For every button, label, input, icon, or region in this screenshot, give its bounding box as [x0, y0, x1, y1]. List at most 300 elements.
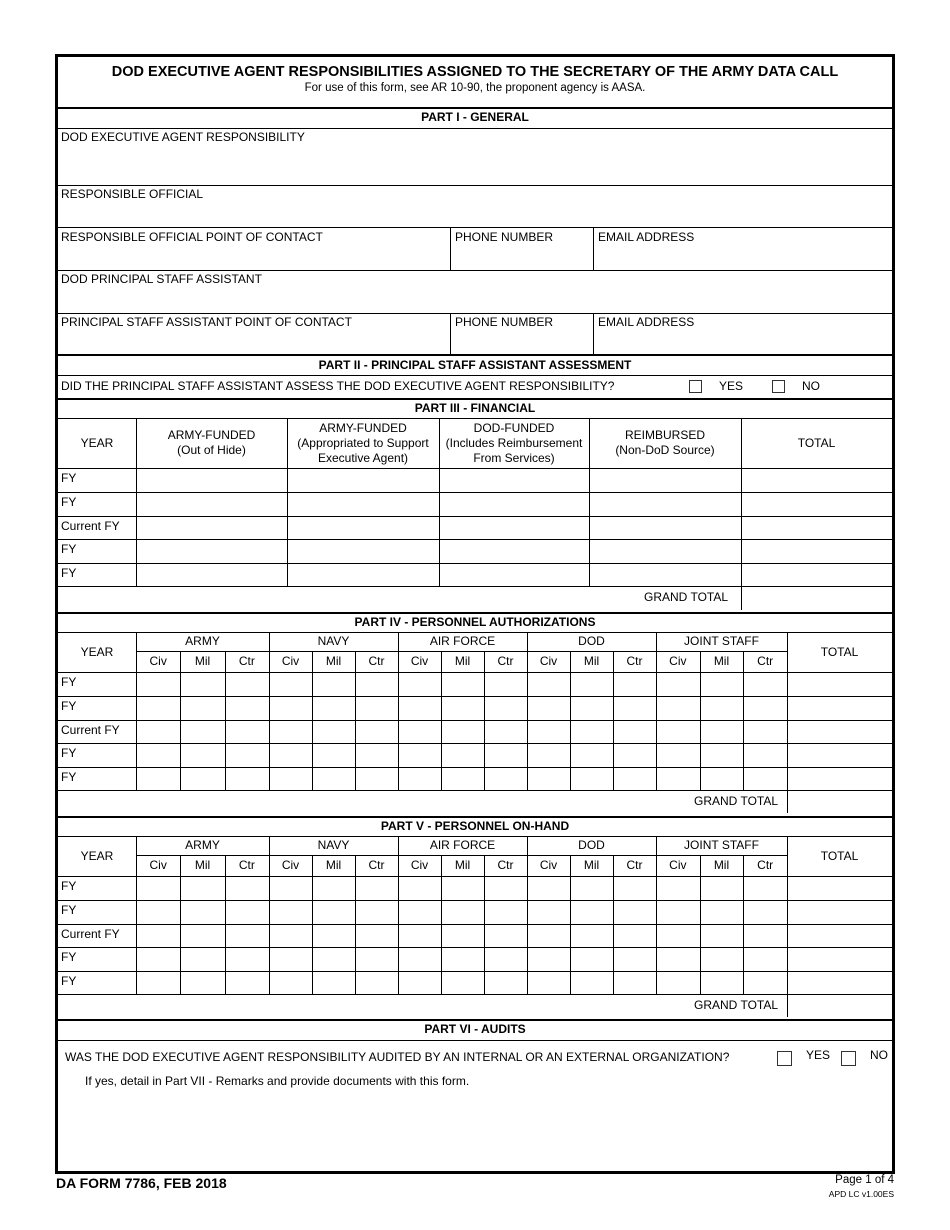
sub-col-header: Ctr: [368, 858, 385, 872]
financial-cell[interactable]: [136, 516, 287, 539]
personnel-cell[interactable]: [656, 947, 700, 971]
personnel-cell[interactable]: [656, 672, 700, 696]
personnel-cell[interactable]: [312, 720, 355, 743]
personnel-cell[interactable]: [269, 696, 312, 720]
personnel-cell[interactable]: [700, 947, 744, 971]
personnel-cell[interactable]: [743, 876, 787, 900]
personnel-cell[interactable]: [527, 720, 570, 743]
personnel-cell[interactable]: [527, 971, 570, 994]
personnel-cell[interactable]: [441, 900, 484, 924]
personnel-cell[interactable]: [355, 947, 398, 971]
part1-header: PART I - GENERAL: [421, 110, 529, 124]
personnel-cell[interactable]: [441, 672, 484, 696]
sub-col-header: Ctr: [238, 858, 255, 872]
personnel-cell[interactable]: [743, 743, 787, 767]
personnel-cell[interactable]: [570, 971, 613, 994]
personnel-cell[interactable]: [312, 924, 355, 947]
year-col-header: YEAR: [80, 849, 114, 863]
financial-col-header: TOTAL: [797, 435, 836, 450]
financial-cell[interactable]: [741, 563, 892, 586]
personnel-cell[interactable]: [700, 696, 744, 720]
personnel-cell[interactable]: [225, 924, 269, 947]
year-col-header: YEAR: [80, 645, 114, 659]
personnel-cell[interactable]: [398, 924, 441, 947]
financial-cell[interactable]: [589, 563, 741, 586]
personnel-cell[interactable]: [136, 971, 180, 994]
personnel-cell[interactable]: [355, 876, 398, 900]
personnel-cell[interactable]: [743, 720, 787, 743]
divider: [136, 651, 787, 652]
financial-cell[interactable]: [287, 516, 439, 539]
personnel-cell[interactable]: [484, 720, 527, 743]
personnel-row-year: FY: [61, 974, 77, 988]
personnel-cell[interactable]: [312, 743, 355, 767]
personnel-cell[interactable]: [269, 767, 312, 790]
financial-cell[interactable]: [136, 468, 287, 492]
personnel-grand-total-cell[interactable]: [787, 790, 892, 813]
financial-cell[interactable]: [589, 539, 741, 563]
sub-col-header: Mil: [713, 654, 730, 668]
part6-question: WAS THE DOD EXECUTIVE AGENT RESPONSIBILITY AUDITED BY AN INTERNAL OR AN EXTERNAL ORGANIZATION?: [65, 1050, 730, 1064]
personnel-cell[interactable]: [312, 971, 355, 994]
branch-group-header: ARMY: [185, 634, 220, 648]
personnel-cell[interactable]: [484, 971, 527, 994]
personnel-cell[interactable]: [269, 924, 312, 947]
sub-col-header: Ctr: [368, 654, 385, 668]
branch-group-header: AIR FORCE: [429, 634, 496, 648]
personnel-cell[interactable]: [136, 900, 180, 924]
financial-cell[interactable]: [136, 492, 287, 516]
personnel-cell[interactable]: [136, 876, 180, 900]
financial-col-header: (Non-DoD Source): [615, 443, 715, 457]
personnel-cell[interactable]: [312, 900, 355, 924]
financial-cell[interactable]: [136, 563, 287, 586]
personnel-cell[interactable]: [656, 767, 700, 790]
sub-col-header: Ctr: [757, 858, 774, 872]
personnel-cell[interactable]: [136, 720, 180, 743]
personnel-total-cell[interactable]: [787, 743, 892, 767]
branch-group-header: DOD: [578, 634, 605, 648]
personnel-total-cell[interactable]: [787, 924, 892, 947]
personnel-cell[interactable]: [180, 672, 224, 696]
personnel-cell[interactable]: [225, 876, 269, 900]
personnel-cell[interactable]: [527, 900, 570, 924]
personnel-cell[interactable]: [570, 672, 613, 696]
personnel-cell[interactable]: [527, 767, 570, 790]
personnel-cell[interactable]: [613, 696, 656, 720]
personnel-row-year: FY: [61, 746, 77, 760]
financial-cell[interactable]: [439, 516, 589, 539]
sub-col-header: Ctr: [626, 654, 643, 668]
personnel-cell[interactable]: [527, 743, 570, 767]
personnel-cell[interactable]: [700, 924, 744, 947]
form-id: DA FORM 7786, FEB 2018: [56, 1175, 227, 1191]
personnel-cell[interactable]: [527, 696, 570, 720]
personnel-total-cell[interactable]: [787, 900, 892, 924]
financial-cell[interactable]: [741, 492, 892, 516]
sub-col-header: Mil: [583, 654, 600, 668]
personnel-cell[interactable]: [570, 743, 613, 767]
financial-col-header: REIMBURSED: [624, 428, 705, 442]
personnel-cell[interactable]: [484, 924, 527, 947]
personnel-row-year: FY: [61, 903, 77, 917]
personnel-cell[interactable]: [398, 971, 441, 994]
financial-grand-total-label: GRAND TOTAL: [644, 590, 729, 604]
personnel-cell[interactable]: [225, 971, 269, 994]
personnel-cell[interactable]: [269, 971, 312, 994]
sub-col-header: Civ: [669, 654, 687, 668]
personnel-cell[interactable]: [700, 672, 744, 696]
personnel-cell[interactable]: [441, 696, 484, 720]
part2-yes-checkbox[interactable]: [689, 380, 702, 393]
personnel-cell[interactable]: [269, 900, 312, 924]
financial-cell[interactable]: [287, 468, 439, 492]
financial-cell[interactable]: [287, 492, 439, 516]
personnel-cell[interactable]: [355, 720, 398, 743]
personnel-cell[interactable]: [269, 947, 312, 971]
personnel-cell[interactable]: [398, 743, 441, 767]
personnel-cell[interactable]: [225, 743, 269, 767]
form-title: DOD EXECUTIVE AGENT RESPONSIBILITIES ASSIGNED TO THE SECRETARY OF THE ARMY DATA CALL: [111, 64, 839, 80]
personnel-cell[interactable]: [225, 672, 269, 696]
personnel-cell[interactable]: [355, 696, 398, 720]
personnel-cell[interactable]: [613, 971, 656, 994]
part6-no-checkbox[interactable]: [841, 1051, 856, 1066]
personnel-grand-total-label: GRAND TOTAL: [694, 998, 779, 1012]
personnel-cell[interactable]: [225, 947, 269, 971]
personnel-row-year: FY: [61, 699, 77, 713]
part2-no-label: NO: [802, 379, 820, 393]
personnel-cell[interactable]: [613, 767, 656, 790]
financial-cell[interactable]: [741, 516, 892, 539]
personnel-cell[interactable]: [743, 971, 787, 994]
sub-col-header: Ctr: [497, 858, 514, 872]
divider: [58, 743, 892, 744]
personnel-cell[interactable]: [700, 720, 744, 743]
personnel-cell[interactable]: [355, 743, 398, 767]
part6-note: If yes, detail in Part VII - Remarks and provide documents with this form.: [85, 1074, 470, 1088]
branch-group-header: ARMY: [185, 838, 220, 852]
personnel-cell[interactable]: [570, 696, 613, 720]
personnel-cell[interactable]: [136, 947, 180, 971]
total-col-header: TOTAL: [820, 645, 859, 659]
part6-yes-label: YES: [806, 1048, 831, 1062]
personnel-cell[interactable]: [613, 900, 656, 924]
email-label-2: EMAIL ADDRESS: [598, 315, 695, 329]
branch-group-header: JOINT STAFF: [684, 634, 759, 648]
part2-question: DID THE PRINCIPAL STAFF ASSISTANT ASSESS THE DOD EXECUTIVE AGENT RESPONSIBILITY?: [61, 379, 615, 393]
personnel-cell[interactable]: [441, 743, 484, 767]
personnel-cell[interactable]: [180, 947, 224, 971]
personnel-cell[interactable]: [527, 672, 570, 696]
personnel-cell[interactable]: [613, 876, 656, 900]
personnel-cell[interactable]: [656, 720, 700, 743]
personnel-cell[interactable]: [355, 924, 398, 947]
financial-col-header: ARMY-FUNDED: [319, 420, 407, 435]
personnel-total-cell[interactable]: [787, 767, 892, 790]
personnel-cell[interactable]: [441, 876, 484, 900]
financial-cell[interactable]: [439, 468, 589, 492]
part5-header: PART V - PERSONNEL ON-HAND: [380, 819, 570, 833]
sub-col-header: Civ: [539, 654, 558, 668]
part2-yes-label: YES: [719, 379, 744, 393]
personnel-cell[interactable]: [743, 672, 787, 696]
financial-cell[interactable]: [439, 563, 589, 586]
personnel-row-year: FY: [61, 770, 77, 784]
personnel-cell[interactable]: [269, 743, 312, 767]
personnel-cell[interactable]: [656, 924, 700, 947]
personnel-row-year: Current FY: [61, 723, 120, 737]
personnel-cell[interactable]: [398, 696, 441, 720]
financial-row-year: FY: [61, 542, 77, 556]
personnel-cell[interactable]: [484, 947, 527, 971]
personnel-cell[interactable]: [225, 900, 269, 924]
personnel-cell[interactable]: [398, 876, 441, 900]
personnel-row-year: FY: [61, 879, 77, 893]
financial-cell[interactable]: [589, 492, 741, 516]
personnel-cell[interactable]: [180, 720, 224, 743]
personnel-grand-total-cell[interactable]: [787, 994, 892, 1017]
part4-header: PART IV - PERSONNEL AUTHORIZATIONS: [354, 615, 596, 629]
personnel-cell[interactable]: [613, 924, 656, 947]
personnel-cell[interactable]: [484, 767, 527, 790]
branch-group-header: AIR FORCE: [429, 838, 496, 852]
financial-col-header: DOD-FUNDED: [473, 420, 555, 435]
financial-cell[interactable]: [287, 563, 439, 586]
personnel-cell[interactable]: [355, 672, 398, 696]
financial-cell[interactable]: [287, 539, 439, 563]
sub-col-header: Mil: [194, 654, 211, 668]
psa-poc-label: PRINCIPAL STAFF ASSISTANT POINT OF CONTACT: [61, 315, 352, 329]
financial-col-header: YEAR: [80, 435, 114, 450]
financial-col-header: ARMY-FUNDED: [167, 428, 256, 442]
personnel-cell[interactable]: [700, 767, 744, 790]
personnel-cell[interactable]: [743, 947, 787, 971]
personnel-total-cell[interactable]: [787, 672, 892, 696]
part2-header: PART II - PRINCIPAL STAFF ASSISTANT ASSESSMENT: [318, 358, 632, 372]
financial-grand-total-cell[interactable]: [741, 586, 892, 610]
personnel-cell[interactable]: [570, 767, 613, 790]
financial-cell[interactable]: [589, 516, 741, 539]
sub-col-header: Civ: [149, 858, 167, 872]
personnel-cell[interactable]: [700, 876, 744, 900]
personnel-cell[interactable]: [700, 971, 744, 994]
personnel-cell[interactable]: [312, 672, 355, 696]
personnel-cell[interactable]: [312, 767, 355, 790]
branch-group-header: NAVY: [317, 634, 350, 648]
part6-yes-checkbox[interactable]: [777, 1051, 792, 1066]
divider: [58, 672, 892, 673]
personnel-total-cell[interactable]: [787, 947, 892, 971]
personnel-cell[interactable]: [398, 900, 441, 924]
personnel-cell[interactable]: [743, 900, 787, 924]
sub-col-header: Ctr: [497, 654, 514, 668]
personnel-cell[interactable]: [180, 971, 224, 994]
divider: [58, 900, 892, 901]
divider: [58, 720, 892, 721]
personnel-cell[interactable]: [656, 876, 700, 900]
personnel-cell[interactable]: [484, 672, 527, 696]
sub-col-header: Mil: [583, 858, 600, 872]
personnel-cell[interactable]: [700, 743, 744, 767]
personnel-cell[interactable]: [441, 767, 484, 790]
personnel-cell[interactable]: [527, 947, 570, 971]
financial-row-year: Current FY: [61, 519, 120, 533]
personnel-cell[interactable]: [613, 947, 656, 971]
personnel-total-cell[interactable]: [787, 971, 892, 994]
personnel-total-cell[interactable]: [787, 720, 892, 743]
personnel-cell[interactable]: [225, 767, 269, 790]
sub-col-header: Mil: [713, 858, 730, 872]
responsibility-label: DOD EXECUTIVE AGENT RESPONSIBILITY: [61, 130, 305, 144]
psa-label: DOD PRINCIPAL STAFF ASSISTANT: [61, 272, 262, 286]
personnel-cell[interactable]: [398, 720, 441, 743]
personnel-cell[interactable]: [484, 876, 527, 900]
personnel-cell[interactable]: [656, 900, 700, 924]
personnel-grand-total-label: GRAND TOTAL: [694, 794, 779, 808]
personnel-cell[interactable]: [136, 767, 180, 790]
personnel-row-year: FY: [61, 675, 77, 689]
email-label: EMAIL ADDRESS: [598, 230, 695, 244]
personnel-cell[interactable]: [570, 900, 613, 924]
divider: [58, 696, 892, 697]
personnel-cell[interactable]: [613, 672, 656, 696]
personnel-cell[interactable]: [180, 876, 224, 900]
personnel-cell[interactable]: [180, 743, 224, 767]
financial-col-header: From Services): [473, 450, 555, 465]
financial-cell[interactable]: [136, 539, 287, 563]
personnel-cell[interactable]: [180, 767, 224, 790]
personnel-cell[interactable]: [743, 924, 787, 947]
personnel-cell[interactable]: [570, 720, 613, 743]
financial-cell[interactable]: [439, 492, 589, 516]
financial-cell[interactable]: [439, 539, 589, 563]
personnel-cell[interactable]: [570, 924, 613, 947]
divider: [58, 790, 892, 791]
divider: [58, 947, 892, 948]
personnel-cell[interactable]: [398, 947, 441, 971]
phone-label-2: PHONE NUMBER: [455, 315, 554, 329]
sub-col-header: Civ: [410, 858, 429, 872]
personnel-cell[interactable]: [613, 743, 656, 767]
personnel-cell[interactable]: [656, 696, 700, 720]
personnel-cell[interactable]: [312, 696, 355, 720]
sub-col-header: Ctr: [626, 858, 643, 872]
personnel-cell[interactable]: [269, 672, 312, 696]
form-subtitle: For use of this form, see AR 10-90, the proponent agency is AASA.: [304, 82, 646, 94]
financial-col-header: (Appropriated to Support: [297, 435, 429, 450]
page-number: Page 1 of 4: [835, 1174, 894, 1186]
sub-col-header: Mil: [325, 654, 342, 668]
personnel-cell[interactable]: [136, 924, 180, 947]
financial-row-year: FY: [61, 566, 77, 580]
personnel-cell[interactable]: [743, 767, 787, 790]
branch-group-header: JOINT STAFF: [684, 838, 759, 852]
personnel-cell[interactable]: [484, 743, 527, 767]
personnel-cell[interactable]: [656, 971, 700, 994]
sub-col-header: Mil: [194, 858, 211, 872]
personnel-cell[interactable]: [136, 672, 180, 696]
personnel-cell[interactable]: [180, 924, 224, 947]
sub-col-header: Mil: [454, 654, 471, 668]
divider: [58, 994, 892, 995]
personnel-cell[interactable]: [398, 672, 441, 696]
financial-cell[interactable]: [741, 539, 892, 563]
branch-group-header: NAVY: [317, 838, 350, 852]
personnel-cell[interactable]: [441, 947, 484, 971]
sub-col-header: Civ: [410, 654, 429, 668]
personnel-cell[interactable]: [398, 767, 441, 790]
financial-col-header: (Out of Hide): [177, 443, 246, 457]
personnel-cell[interactable]: [225, 720, 269, 743]
financial-cell[interactable]: [589, 468, 741, 492]
personnel-cell[interactable]: [484, 696, 527, 720]
financial-row-year: FY: [61, 471, 77, 485]
part6-header: PART VI - AUDITS: [424, 1022, 526, 1036]
personnel-cell[interactable]: [570, 876, 613, 900]
personnel-cell[interactable]: [700, 900, 744, 924]
form-frame: [55, 54, 895, 1174]
personnel-cell[interactable]: [136, 696, 180, 720]
personnel-cell[interactable]: [355, 900, 398, 924]
personnel-cell[interactable]: [269, 876, 312, 900]
phone-label: PHONE NUMBER: [455, 230, 554, 244]
personnel-cell[interactable]: [312, 947, 355, 971]
personnel-cell[interactable]: [743, 696, 787, 720]
personnel-cell[interactable]: [441, 971, 484, 994]
sub-col-header: Mil: [325, 858, 342, 872]
personnel-total-cell[interactable]: [787, 696, 892, 720]
personnel-cell[interactable]: [656, 743, 700, 767]
personnel-cell[interactable]: [484, 900, 527, 924]
personnel-cell[interactable]: [613, 720, 656, 743]
divider: [58, 767, 892, 768]
financial-col-header: (Includes Reimbursement: [445, 435, 583, 450]
personnel-total-cell[interactable]: [787, 876, 892, 900]
personnel-cell[interactable]: [312, 876, 355, 900]
branch-group-header: DOD: [578, 838, 605, 852]
part2-no-checkbox[interactable]: [772, 380, 785, 393]
personnel-cell[interactable]: [441, 924, 484, 947]
personnel-cell[interactable]: [570, 947, 613, 971]
divider: [58, 876, 892, 877]
version: APD LC v1.00ES: [828, 1189, 894, 1199]
part3-header: PART III - FINANCIAL: [414, 401, 536, 415]
personnel-cell[interactable]: [527, 924, 570, 947]
personnel-cell[interactable]: [180, 900, 224, 924]
financial-row-year: FY: [61, 495, 77, 509]
sub-col-header: Civ: [281, 858, 300, 872]
financial-cell[interactable]: [741, 468, 892, 492]
personnel-cell[interactable]: [225, 696, 269, 720]
sub-col-header: Civ: [281, 654, 300, 668]
personnel-cell[interactable]: [136, 743, 180, 767]
personnel-cell[interactable]: [527, 876, 570, 900]
personnel-cell[interactable]: [441, 720, 484, 743]
sub-col-header: Civ: [669, 858, 687, 872]
part6-no-label: NO: [870, 1048, 888, 1062]
personnel-cell[interactable]: [355, 767, 398, 790]
divider: [136, 855, 787, 856]
personnel-cell[interactable]: [269, 720, 312, 743]
personnel-row-year: Current FY: [61, 927, 120, 941]
sub-col-header: Mil: [454, 858, 471, 872]
personnel-cell[interactable]: [180, 696, 224, 720]
personnel-cell[interactable]: [355, 971, 398, 994]
sub-col-header: Civ: [149, 654, 167, 668]
sub-col-header: Civ: [539, 858, 558, 872]
personnel-row-year: FY: [61, 950, 77, 964]
